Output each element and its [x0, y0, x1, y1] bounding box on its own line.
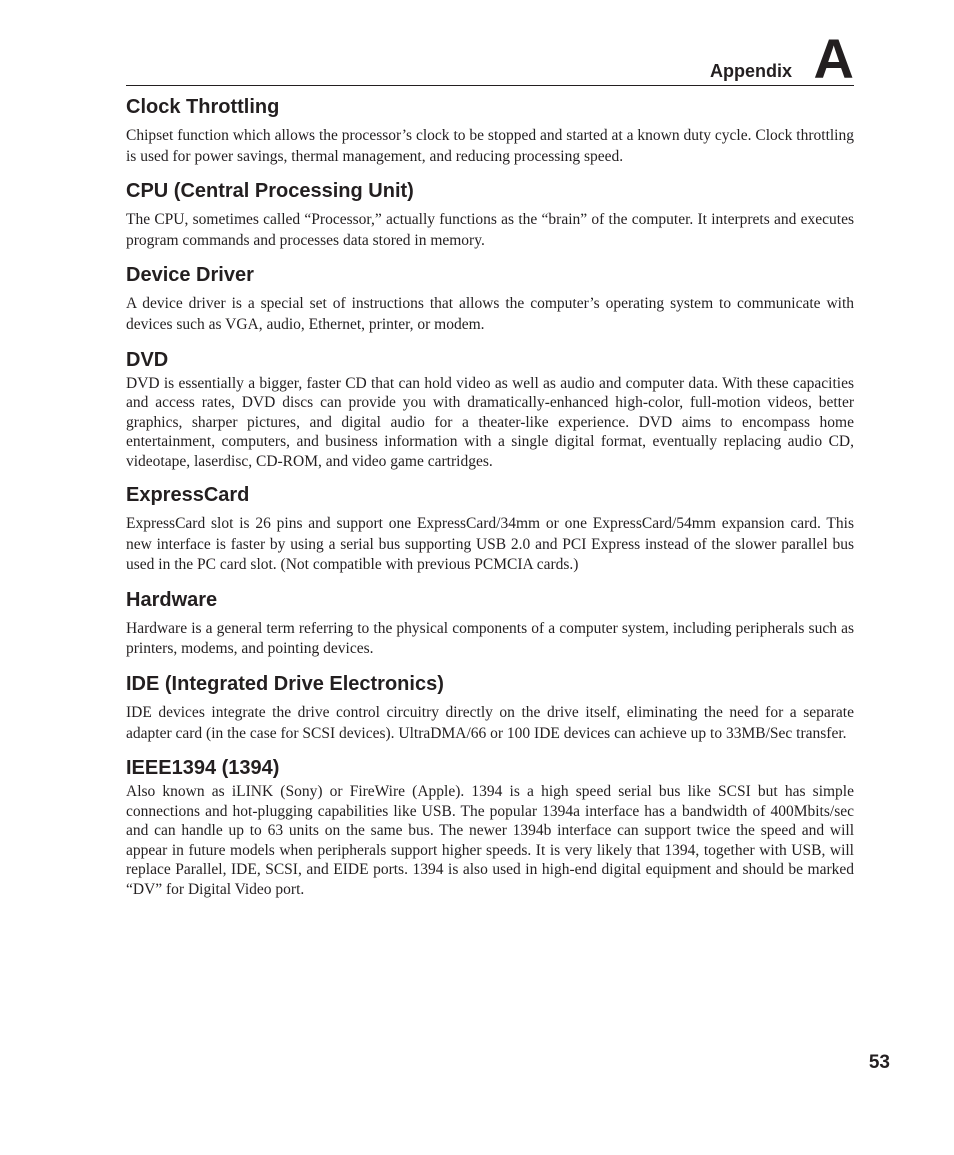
entry-definition: Also known as iLINK (Sony) or FireWire (Apple). 1394 is a high speed serial bus like SCSI but has simple connections and hot-plugging capabilities like USB. The popular 1394a interface has a bandwidth of 400Mbits/sec and can handle up to 63 units on the same bus. The newer 1394b interface can support twice the speed and will appear in future models when peripherals support higher speeds. It is very likely that 1394, together with USB, will replace Parallel, IDE, SCSI, and EIDE ports. 1394 is also used in high-end digital equipment and should be marked “DV” for Digital Video port.	[126, 783, 854, 898]
glossary-entry	[126, 756, 854, 899]
entry-definition: A device driver is a special set of instructions that allows the computer’s operating system to communicate with devices such as VGA, audio, Ethernet, printer, or modem.	[126, 295, 854, 333]
entry-term: Device Driver	[126, 264, 254, 287]
glossary-entry	[126, 95, 854, 167]
entry-term: IEEE1394 (1394)	[126, 757, 280, 780]
page-number: 53	[868, 1052, 890, 1073]
glossary-entry	[126, 179, 854, 251]
appendix-label: Appendix	[709, 61, 792, 81]
glossary-entry	[126, 588, 854, 660]
glossary-entry	[126, 348, 854, 472]
page-header	[126, 27, 854, 90]
glossary-entry	[126, 263, 854, 335]
entry-term: IDE (Integrated Drive Electronics)	[126, 673, 444, 696]
glossary-entry	[126, 483, 854, 576]
entry-definition: Hardware is a general term referring to the physical components of a computer system, including peripherals such as printers, modems, and pointing devices.	[126, 619, 854, 658]
entry-term: Clock Throttling	[126, 96, 280, 118]
entry-term: CPU (Central Processing Unit)	[126, 180, 414, 203]
entry-term: DVD	[126, 348, 169, 371]
entry-term: Hardware	[126, 588, 218, 611]
entry-term: ExpressCard	[126, 484, 250, 507]
entry-definition: DVD is essentially a bigger, faster CD that can hold video as well as audio and computer data. With these capacities and access rates, DVD discs can provide you with dramatically-enhanced high-color, full-motion videos, better graphics, sharper pictures, and digital audio for a theater-like experience. DVD aims to encompass home entertainment, computers, and business information with a single digital format, eventually replacing audio CD, videotape, laserdisc, CD-ROM, and video game cartridges.	[126, 374, 854, 470]
entry-definition: The CPU, sometimes called “Processor,” actually functions as the “brain” of the computer. It interprets and executes program commands and processes data stored in memory.	[126, 211, 854, 249]
glossary-entry	[126, 672, 854, 744]
entry-definition: Chipset function which allows the processor’s clock to be stopped and started at a known duty cycle. Clock throttling is used for power savings, thermal management, and reducing processing speed.	[126, 127, 854, 165]
entry-definition: IDE devices integrate the drive control circuitry directly on the drive itself, eliminating the need for a separate adapter card (in the case for SCSI devices). UltraDMA/66 or 100 IDE devices can achieve up to 33MB/Sec transfer.	[126, 704, 854, 742]
entry-definition: ExpressCard slot is 26 pins and support one ExpressCard/34mm or one ExpressCard/54mm expansion card. This new interface is faster by using a serial bus supporting USB 2.0 and PCI Express instead of the slower parallel bus used in the PC card slot. (Not compatible with previous PCMCIA cards.)	[126, 515, 854, 574]
appendix-letter: A	[813, 27, 854, 90]
glossary-entries	[126, 95, 854, 911]
